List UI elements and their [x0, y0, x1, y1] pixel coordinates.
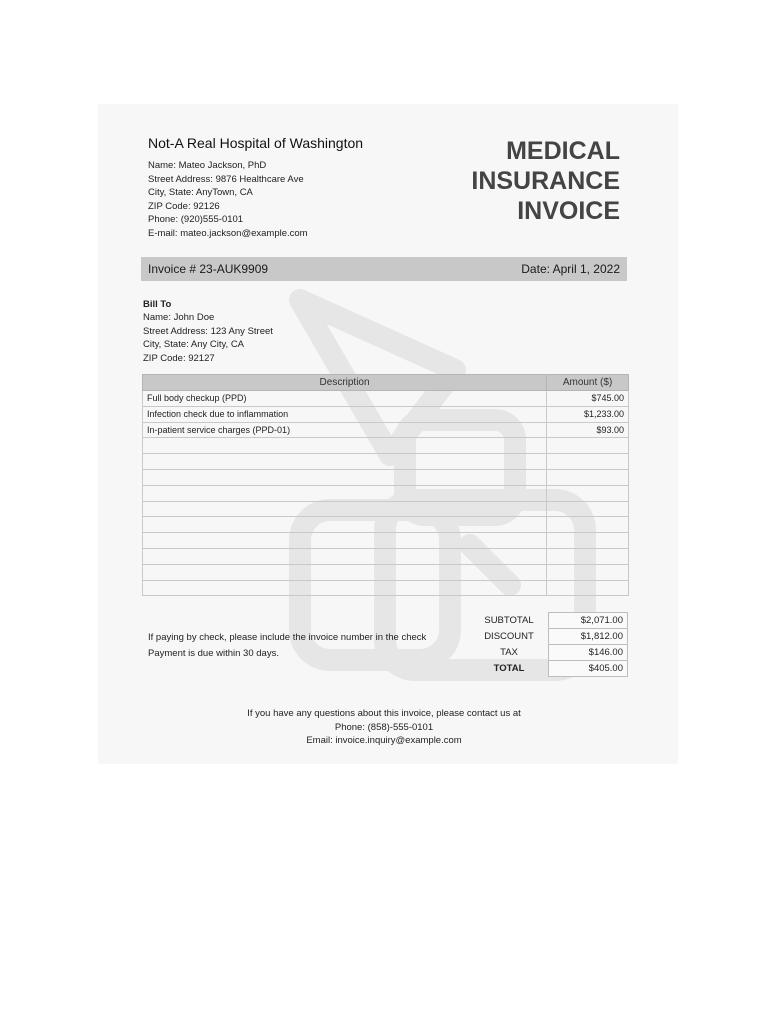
tax-value: $146.00 [549, 645, 628, 661]
item-amount [547, 438, 629, 454]
contact-city-state: City, State: AnyTown, CA [148, 187, 253, 199]
table-row [143, 548, 629, 564]
title-line-2: INSURANCE [471, 167, 620, 195]
title-line-3: INVOICE [517, 197, 620, 225]
line-items-table [142, 374, 629, 596]
table-row [143, 501, 629, 517]
footer-phone: Phone: (858)-555-0101 [334, 721, 434, 733]
total-value: $405.00 [549, 661, 628, 677]
contact-name: Name: Mateo Jackson, PhD [148, 160, 267, 171]
totals-row [470, 613, 628, 629]
item-amount [547, 548, 629, 564]
table-row [143, 469, 629, 485]
due-note: Payment is due within 30 days. [148, 648, 279, 659]
item-description [143, 469, 547, 485]
table-row [143, 454, 629, 470]
title-line-1: MEDICAL [506, 137, 620, 165]
table-row [143, 517, 629, 533]
table-row [143, 485, 629, 501]
item-description [143, 548, 547, 564]
subtotal-label: SUBTOTAL [484, 615, 534, 626]
contact-zip: ZIP Code: 92126 [148, 200, 220, 212]
item-amount [547, 580, 629, 596]
item-description [143, 501, 547, 517]
item-amount [547, 501, 629, 517]
footer-question: If you have any questions about this invoice, please contact us at [247, 708, 521, 719]
total-label: TOTAL [493, 663, 525, 674]
item-amount [547, 533, 629, 549]
item-description: In-patient service charges (PPD-01) [143, 422, 547, 438]
bill-to-city-state: City, State: Any City, CA [143, 339, 245, 351]
item-description [143, 438, 547, 454]
discount-value: $1,812.00 [549, 629, 628, 645]
invoice-title [471, 136, 620, 226]
item-description [143, 454, 547, 470]
footer-contact [0, 707, 768, 748]
totals-row [470, 661, 628, 677]
subtotal-value: $2,071.00 [549, 613, 628, 629]
table-row [143, 422, 629, 438]
totals-row [470, 629, 628, 645]
item-description: Infection check due to inflammation [143, 406, 547, 422]
table-row [143, 406, 629, 422]
column-header-description: Description [143, 375, 547, 391]
table-row [143, 580, 629, 596]
bill-to-name: Name: John Doe [143, 312, 215, 324]
hospital-name: Not-A Real Hospital of Washington [148, 135, 364, 151]
item-amount [547, 564, 629, 580]
item-amount [547, 517, 629, 533]
footer-email: Email: invoice.inquiry@example.com [306, 735, 462, 746]
item-description [143, 517, 547, 533]
table-header-row [143, 375, 629, 391]
check-note: If paying by check, please include the invoice number in the check [148, 632, 427, 643]
table-row [143, 564, 629, 580]
discount-label: DISCOUNT [484, 631, 534, 642]
totals-row [470, 645, 628, 661]
item-amount: $745.00 [547, 391, 629, 407]
bill-to-heading: Bill To [143, 299, 172, 310]
totals-table [470, 612, 628, 677]
tax-label: TAX [500, 647, 518, 658]
item-description: Full body checkup (PPD) [143, 391, 547, 407]
item-description [143, 533, 547, 549]
item-description [143, 580, 547, 596]
invoice-date: Date: April 1, 2022 [521, 262, 620, 276]
invoice-number: Invoice # 23-AUK9909 [148, 262, 269, 276]
bill-to-street: Street Address: 123 Any Street [143, 325, 273, 337]
contact-phone: Phone: (920)555-0101 [148, 214, 244, 226]
table-row [143, 533, 629, 549]
invoice-banner [141, 257, 627, 281]
contact-email: E-mail: mateo.jackson@example.com [148, 227, 308, 239]
hospital-contact-block [148, 159, 308, 241]
item-description [143, 564, 547, 580]
table-row [143, 391, 629, 407]
line-items-body [143, 391, 629, 596]
item-amount [547, 454, 629, 470]
payment-notes [148, 630, 426, 662]
bill-to-zip: ZIP Code: 92127 [143, 352, 215, 364]
bill-to-block [143, 298, 273, 365]
item-description [143, 485, 547, 501]
item-amount [547, 469, 629, 485]
item-amount: $1,233.00 [547, 406, 629, 422]
column-header-amount: Amount ($) [547, 375, 629, 391]
item-amount [547, 485, 629, 501]
table-row [143, 438, 629, 454]
contact-street: Street Address: 9876 Healthcare Ave [148, 173, 304, 185]
item-amount: $93.00 [547, 422, 629, 438]
